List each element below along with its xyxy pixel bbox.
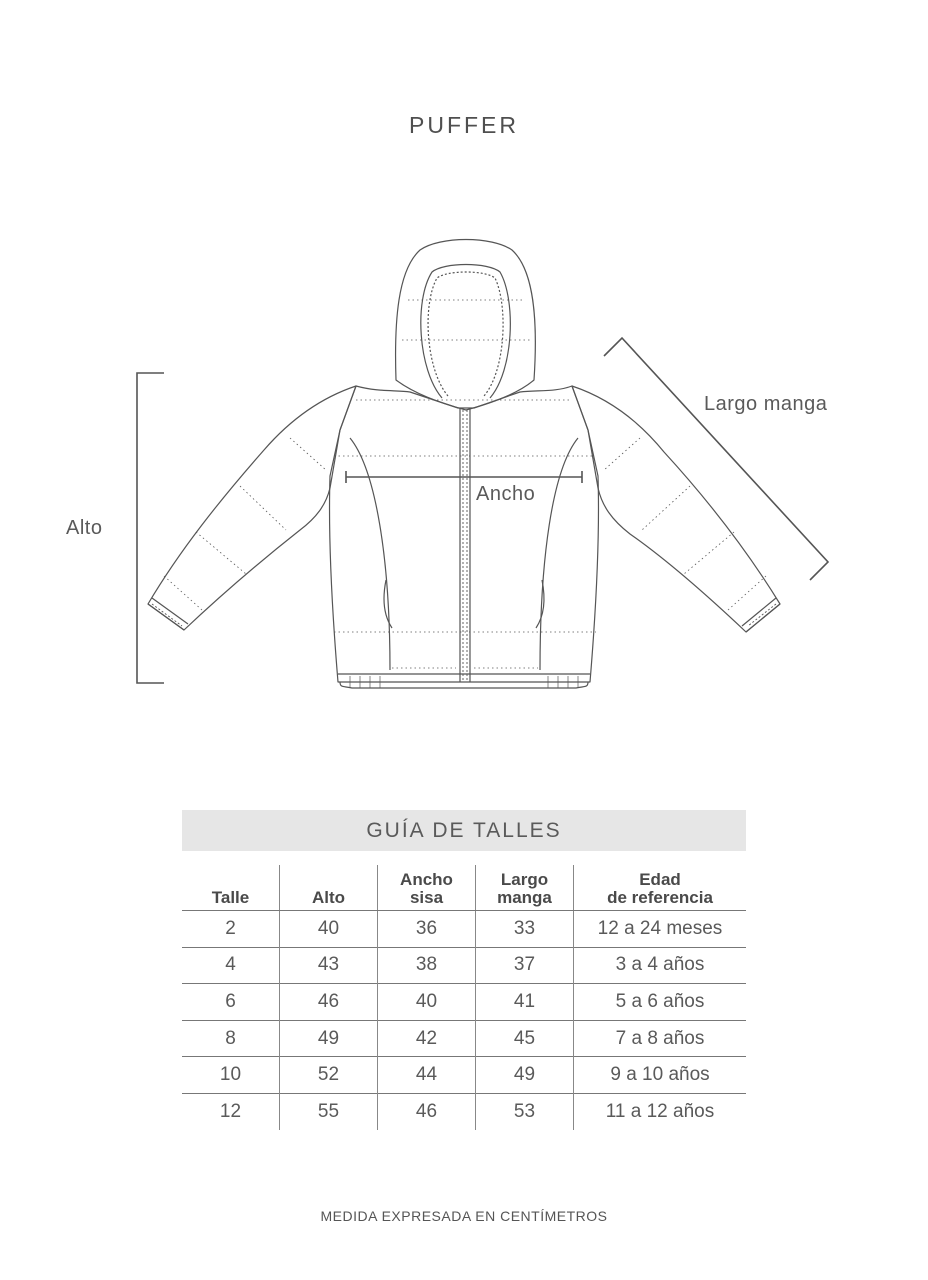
table-cell: 3 a 4 años: [574, 947, 747, 984]
column-header: Talle: [182, 865, 280, 911]
table-cell: 12 a 24 meses: [574, 911, 747, 948]
table-cell: 42: [378, 1020, 476, 1057]
table-cell: 36: [378, 911, 476, 948]
column-header: Edad de referencia: [574, 865, 747, 911]
left-sleeve: [148, 386, 356, 630]
table-cell: 44: [378, 1057, 476, 1094]
table-cell: 40: [378, 984, 476, 1021]
table-cell: 45: [476, 1020, 574, 1057]
column-header: Alto: [280, 865, 378, 911]
table-row: [182, 911, 746, 948]
table-cell: 4: [182, 947, 280, 984]
table-cell: 6: [182, 984, 280, 1021]
table-cell: 12: [182, 1093, 280, 1129]
table-cell: 49: [280, 1020, 378, 1057]
size-table: [182, 865, 746, 1130]
table-cell: 7 a 8 años: [574, 1020, 747, 1057]
table-cell: 46: [280, 984, 378, 1021]
table-cell: 10: [182, 1057, 280, 1094]
table-row: [182, 984, 746, 1021]
table-cell: 49: [476, 1057, 574, 1094]
table-row: [182, 1020, 746, 1057]
sleeve-label: Largo manga: [704, 393, 828, 415]
table-cell: 46: [378, 1093, 476, 1129]
table-cell: 55: [280, 1093, 378, 1129]
table-cell: 38: [378, 947, 476, 984]
height-bracket: [137, 373, 164, 683]
table-cell: 37: [476, 947, 574, 984]
table-row: [182, 1057, 746, 1094]
body-outline: [329, 386, 598, 682]
size-guide: [182, 810, 746, 1130]
width-label: Ancho: [476, 483, 536, 505]
sleeve-dimension-line: [604, 338, 828, 580]
table-cell: 52: [280, 1057, 378, 1094]
table-cell: 8: [182, 1020, 280, 1057]
table-cell: 11 a 12 años: [574, 1093, 747, 1129]
height-label: Alto: [66, 517, 103, 539]
table-cell: 40: [280, 911, 378, 948]
table-row: [182, 1093, 746, 1129]
column-header: Ancho sisa: [378, 865, 476, 911]
table-cell: 5 a 6 años: [574, 984, 747, 1021]
table-cell: 43: [280, 947, 378, 984]
table-cell: 9 a 10 años: [574, 1057, 747, 1094]
table-cell: 2: [182, 911, 280, 948]
units-footnote: MEDIDA EXPRESADA EN CENTÍMETROS: [320, 1208, 608, 1224]
page-title: PUFFER: [409, 112, 519, 138]
table-cell: 41: [476, 984, 574, 1021]
zipper: [460, 408, 470, 682]
table-cell: 33: [476, 911, 574, 948]
width-dimension-line: [346, 471, 582, 483]
column-header: Largo manga: [476, 865, 574, 911]
table-cell: 53: [476, 1093, 574, 1129]
size-table-header-row: [182, 865, 746, 911]
right-sleeve: [572, 386, 780, 632]
size-guide-heading: GUÍA DE TALLES: [182, 810, 746, 851]
table-row: [182, 947, 746, 984]
